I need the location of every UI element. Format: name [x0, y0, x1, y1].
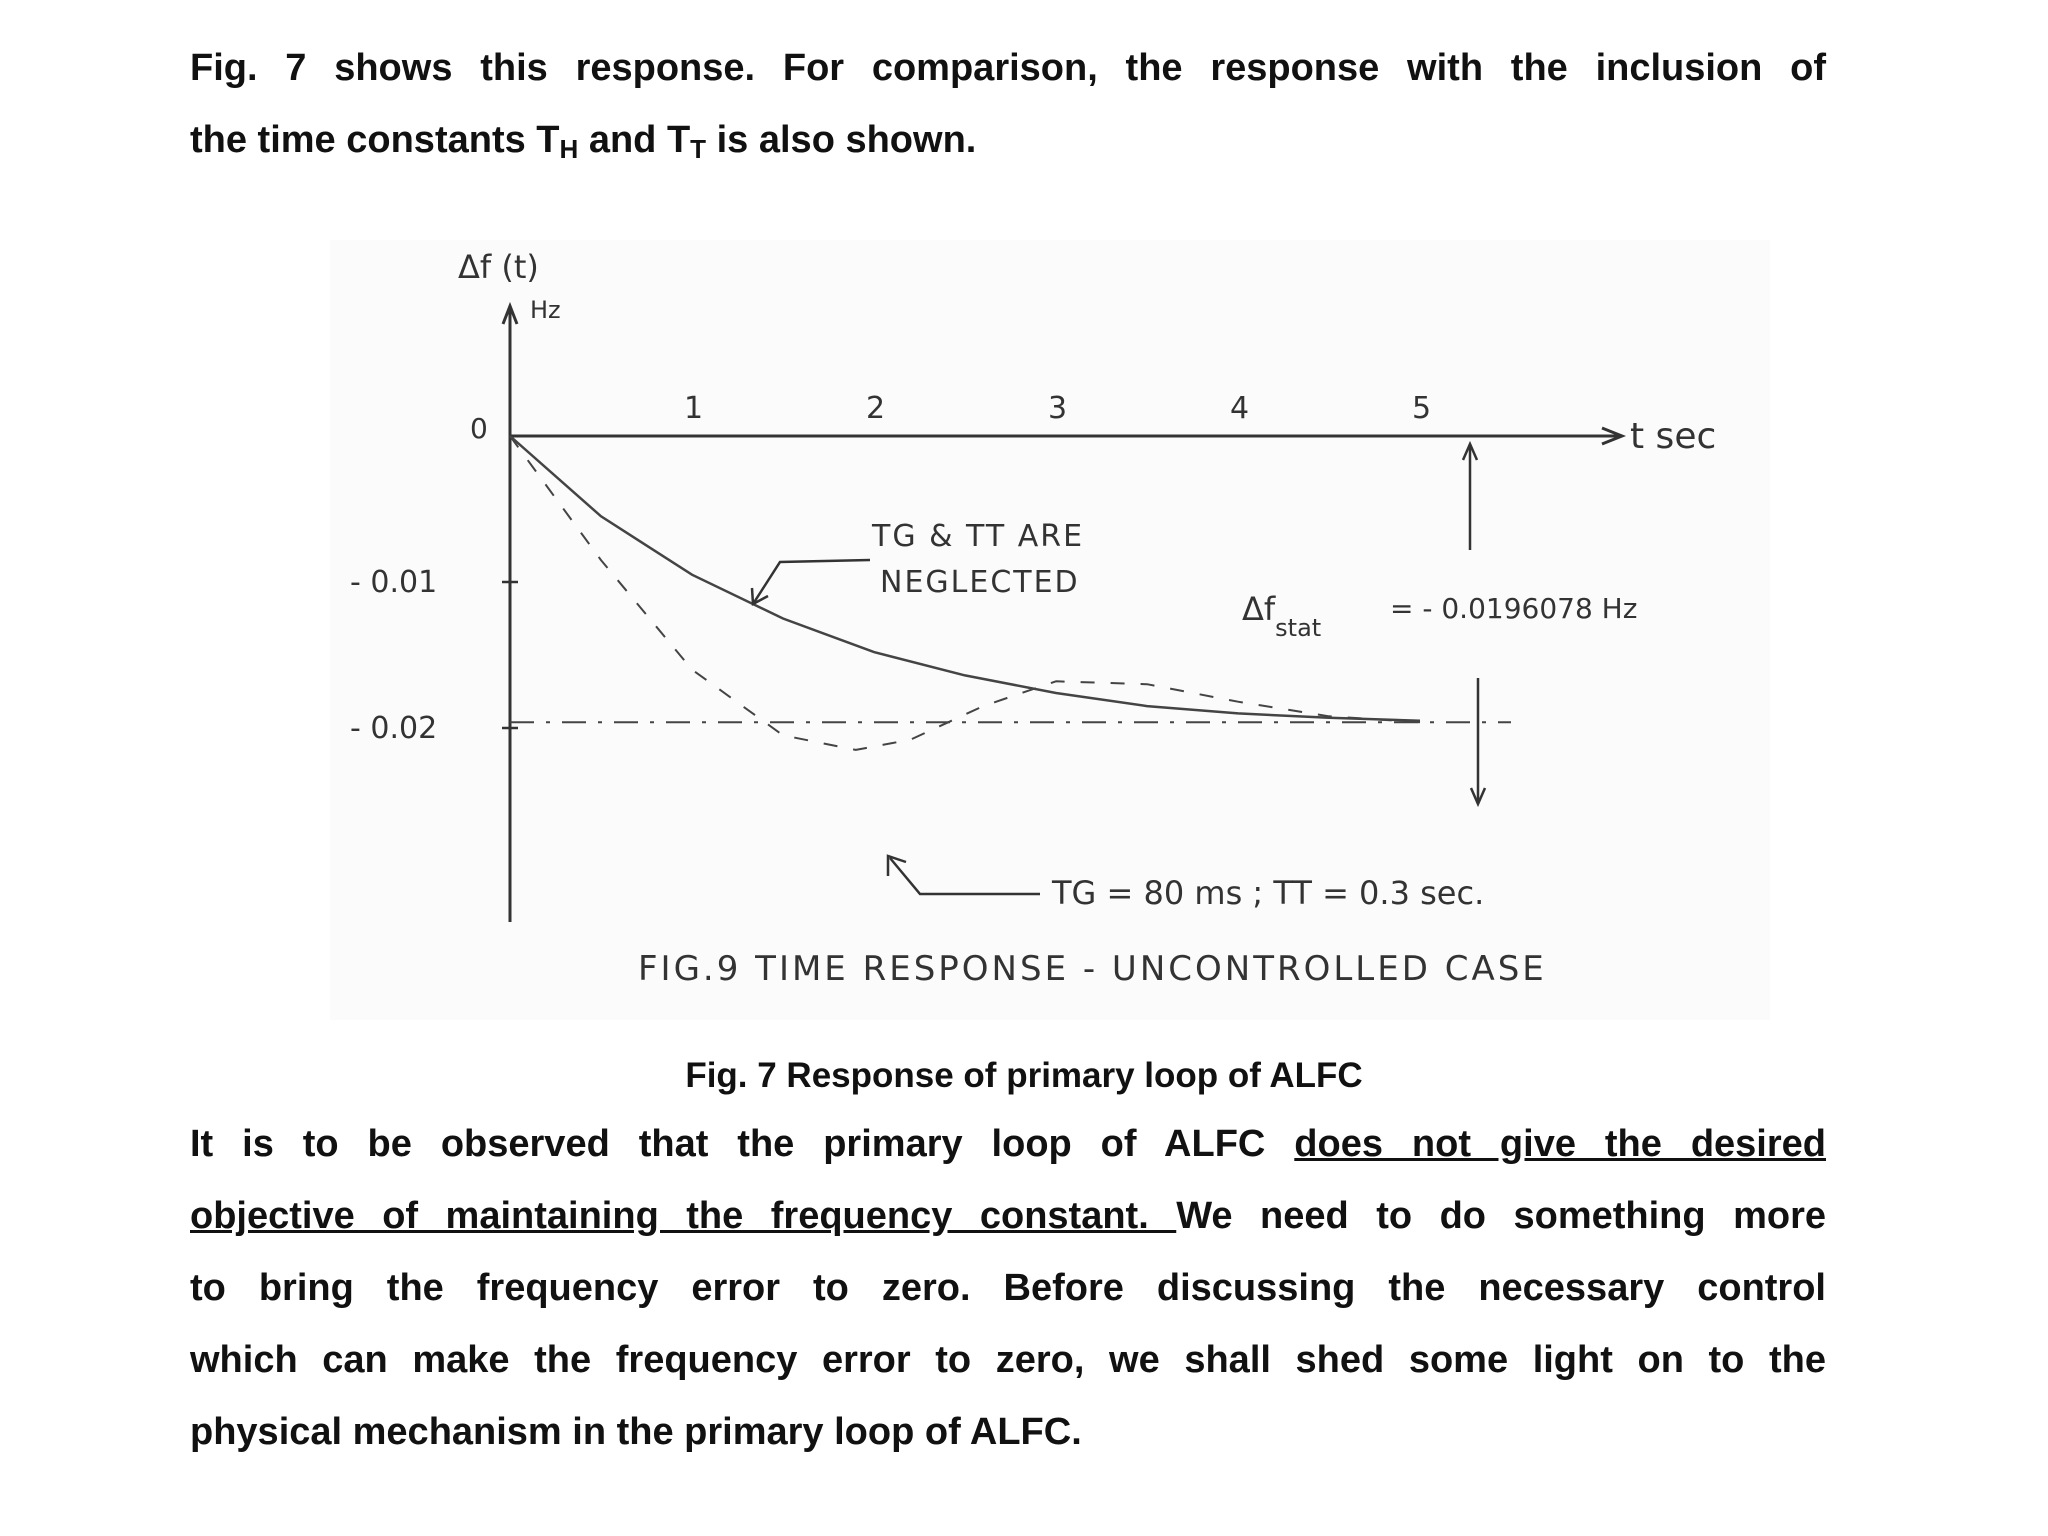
body-line-1-underlined: does not give the desired [1294, 1123, 1826, 1165]
x-tick-label-2: 2 [866, 391, 886, 426]
stat-label-sub: stat [1275, 614, 1322, 642]
stat-label-main: Δf [1242, 590, 1276, 628]
y-axis-unit: Hz [530, 296, 561, 324]
x-axis-label: t sec [1630, 416, 1717, 457]
intro-line-1: Fig. 7 shows this response. For comparison, the response with the inclusion of [190, 47, 1826, 89]
x-tick-label-1: 1 [684, 391, 704, 426]
body-line-4: which can make the frequency error to zero, we shall shed some light on to the [190, 1339, 1826, 1381]
intro-text-a: the time constants T [190, 119, 560, 161]
y-tick-label: - 0.02 [350, 711, 438, 746]
annotation-neglected-line1: TG & TT ARE [872, 519, 1085, 554]
y-axis-label: Δf (t) [458, 248, 539, 286]
body-line-1 [190, 1108, 1826, 1180]
intro-paragraph [190, 32, 1826, 176]
time-response-figure [330, 240, 1770, 1020]
intro-text-c: is also shown. [706, 119, 977, 161]
figure-background [330, 240, 1770, 1020]
x-tick-label-5: 5 [1412, 391, 1432, 426]
annotation-consts: TG = 80 ms ; TT = 0.3 sec. [1052, 874, 1485, 912]
x-tick-label-3: 3 [1048, 391, 1068, 426]
body-line-3: to bring the frequency error to zero. Before discussing the necessary control [190, 1267, 1826, 1309]
y-tick-label: - 0.01 [350, 565, 438, 600]
body-line-2 [190, 1180, 1826, 1252]
body-paragraph [190, 1108, 1826, 1468]
subscript-h: H [559, 134, 579, 164]
subscript-t: T [690, 134, 707, 164]
body-line-1-text: It is to be observed that the primary loop of ALFC [190, 1123, 1295, 1165]
annotation-neglected-line2: NEGLECTED [880, 565, 1080, 600]
intro-line-2 [190, 104, 1826, 176]
stat-value: = - 0.0196078 Hz [1390, 592, 1638, 625]
figure-caption: Fig. 7 Response of primary loop of ALFC [685, 1056, 1363, 1095]
figure-inner-caption: FIG.9 TIME RESPONSE - UNCONTROLLED CASE [638, 949, 1547, 989]
origin-label: 0 [470, 412, 488, 445]
intro-text-b: and T [578, 119, 691, 161]
x-tick-label-4: 4 [1230, 391, 1250, 426]
body-line-5: physical mechanism in the primary loop of ALFC. [190, 1411, 1082, 1453]
body-line-2-text: We need to do something more [1176, 1195, 1827, 1237]
body-line-2-underlined: objective of maintaining the frequency constant. [190, 1195, 1177, 1237]
